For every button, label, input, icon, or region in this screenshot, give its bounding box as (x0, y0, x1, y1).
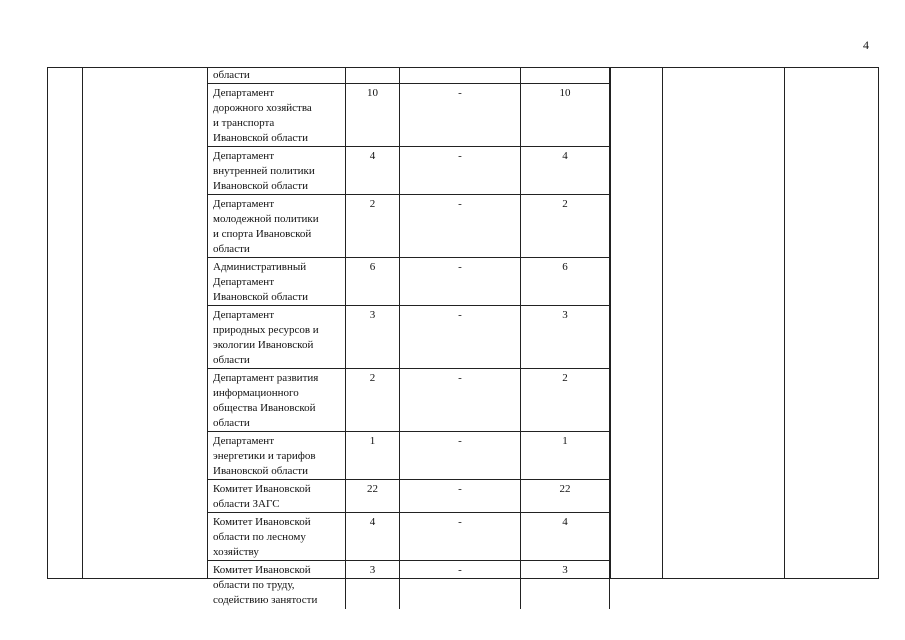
table-body (207, 68, 610, 609)
department-name: Департамент молодежной политики и спорта Ивановской области (213, 198, 319, 255)
value-total: 3 (345, 561, 399, 609)
department-name: Департамент природных ресурсов и экологии Ивановской области (213, 309, 319, 366)
value-total (345, 68, 399, 83)
value-total: 4 (345, 147, 399, 194)
value-middle (399, 68, 520, 83)
table-row (207, 306, 610, 369)
table-row (207, 84, 610, 147)
value-result: 4 (520, 147, 610, 194)
value-result: 4 (520, 513, 610, 560)
value-result: 10 (520, 84, 610, 146)
value-total: 2 (345, 369, 399, 431)
value-middle: - (399, 306, 520, 368)
value-result: 2 (520, 195, 610, 257)
table-row (207, 68, 610, 84)
value-total: 2 (345, 195, 399, 257)
department-name: Департамент развития информационного общества Ивановской области (213, 372, 319, 429)
value-total: 6 (345, 258, 399, 305)
value-middle: - (399, 561, 520, 609)
column-divider (82, 68, 83, 578)
value-middle: - (399, 147, 520, 194)
value-total: 1 (345, 432, 399, 479)
table-row (207, 369, 610, 432)
value-result (520, 68, 610, 83)
value-result: 1 (520, 432, 610, 479)
department-name: Комитет Ивановской области по труду, содействию занятости (213, 564, 318, 606)
value-middle: - (399, 432, 520, 479)
value-total: 22 (345, 480, 399, 512)
value-result: 2 (520, 369, 610, 431)
department-name: Департамент дорожного хозяйства и транспорта Ивановской области (213, 87, 312, 144)
value-middle: - (399, 84, 520, 146)
column-divider (662, 68, 663, 578)
table-row (207, 258, 610, 306)
value-result: 3 (520, 561, 610, 609)
table-row (207, 561, 610, 609)
column-divider (610, 68, 611, 578)
value-total: 10 (345, 84, 399, 146)
department-name: Департамент внутренней политики Ивановской области (213, 150, 315, 192)
column-divider (784, 68, 785, 578)
value-result: 22 (520, 480, 610, 512)
value-middle: - (399, 480, 520, 512)
value-total: 4 (345, 513, 399, 560)
department-name: Административный Департамент Ивановской области (213, 261, 308, 303)
department-name: Департамент энергетики и тарифов Ивановской области (213, 435, 316, 477)
table-row (207, 432, 610, 480)
table-row (207, 480, 610, 513)
department-name: Комитет Ивановской области ЗАГС (213, 483, 311, 510)
staffing-table (47, 67, 879, 606)
value-middle: - (399, 369, 520, 431)
value-result: 6 (520, 258, 610, 305)
department-name: области (213, 69, 250, 81)
value-total: 3 (345, 306, 399, 368)
value-middle: - (399, 513, 520, 560)
value-middle: - (399, 258, 520, 305)
page-number: 4 (863, 38, 869, 52)
department-name: Комитет Ивановской области по лесному хозяйству (213, 516, 311, 558)
value-result: 3 (520, 306, 610, 368)
table-row (207, 195, 610, 258)
table-row (207, 147, 610, 195)
value-middle: - (399, 195, 520, 257)
table-row (207, 513, 610, 561)
